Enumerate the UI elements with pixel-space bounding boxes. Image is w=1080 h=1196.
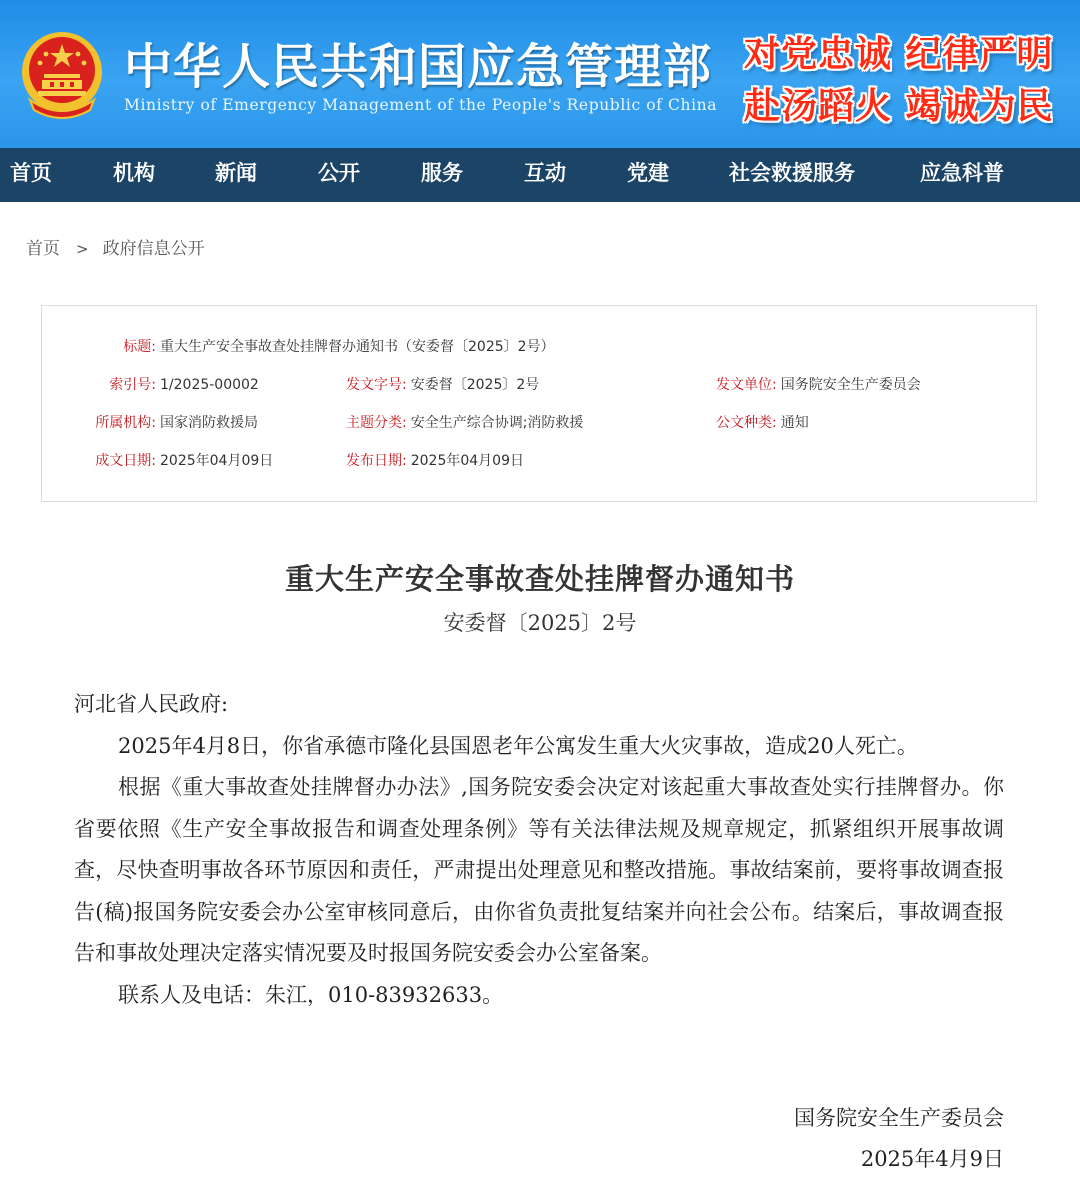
article-docno: 安委督〔2025〕2号 xyxy=(443,611,637,635)
signature-date: 2025年4月9日 xyxy=(860,1147,1004,1171)
nav-item-rescue[interactable]: 社会救援服务 xyxy=(729,161,855,185)
article-body xyxy=(74,684,1004,1016)
info-published-value: 2025年04月09日 xyxy=(410,453,524,469)
info-row-title xyxy=(42,336,1036,358)
article-title: 重大生产安全事故查处挂牌督办通知书 xyxy=(284,562,795,596)
info-issuer-label: 发文单位: xyxy=(716,377,777,393)
nav-item-org[interactable]: 机构 xyxy=(113,161,155,185)
breadcrumb xyxy=(26,234,205,259)
site-subtitle: Ministry of Emergency Management of the People's Republic of China xyxy=(124,96,718,114)
info-row-2 xyxy=(42,412,1036,434)
article-paragraph-3: 联系人及电话：朱江，010-83932633。 xyxy=(118,982,504,1007)
nav-item-party[interactable]: 党建 xyxy=(627,161,669,185)
nav-item-home[interactable]: 首页 xyxy=(10,161,52,185)
national-emblem-icon[interactable] xyxy=(20,30,104,120)
article-salutation: 河北省人民政府: xyxy=(74,692,229,716)
info-topic-value: 安全生产综合协调;消防救援 xyxy=(410,415,584,431)
info-published-label: 发布日期: xyxy=(346,453,407,469)
info-created-label: 成文日期: xyxy=(95,453,156,469)
article-paragraph-2: 根据《重大事故查处挂牌督办办法》,国务院安委会决定对该起重大事故查处实行挂牌督办。你省要依照《生产安全事故报告和调查处理条例》等有关法律法规及规章规定，抓紧组织开展事故调查，尽快查明事故各环节原因和责任，严肃提出处理意见和整改措施。事故结案前，要将事故调查报告(稿)报国务院安委会办公室审核同意后，由你省负责批复结案并向社会公布。结案后，事故调查报告和事故处理决定落实情况要及时报国务院安委会办公室备案。 xyxy=(74,775,1004,965)
nav-item-news[interactable]: 新闻 xyxy=(215,161,257,185)
slogan-line-1: 对党忠诚 纪律严明 xyxy=(744,33,1054,75)
site-title[interactable]: 中华人民共和国应急管理部 xyxy=(124,39,713,95)
nav-item-science[interactable]: 应急科普 xyxy=(920,161,1004,185)
info-issuer-value: 国务院安全生产委员会 xyxy=(780,377,921,393)
nav-item-interact[interactable]: 互动 xyxy=(524,161,566,185)
article-paragraph-1: 2025年4月8日，你省承德市隆化县国恩老年公寓发生重大火灾事故，造成20人死亡。 xyxy=(118,733,918,758)
info-org-value: 国家消防救援局 xyxy=(160,415,258,431)
breadcrumb-separator: > xyxy=(76,240,89,258)
info-title-value: 重大生产安全事故查处挂牌督办通知书（安委督〔2025〕2号） xyxy=(160,339,555,355)
info-docno-label: 发文字号: xyxy=(346,377,407,393)
info-row-3 xyxy=(42,450,1036,472)
info-type-value: 通知 xyxy=(780,415,809,431)
main-nav xyxy=(0,148,1080,202)
info-type-label: 公文种类: xyxy=(716,415,777,431)
breadcrumb-home[interactable]: 首页 xyxy=(26,239,60,259)
breadcrumb-current[interactable]: 政府信息公开 xyxy=(102,239,205,259)
document-info-box xyxy=(41,305,1037,502)
info-index-value: 1/2025-00002 xyxy=(160,377,259,393)
article-signature xyxy=(794,1098,1004,1180)
info-index-label: 索引号: xyxy=(109,377,156,393)
nav-item-public[interactable]: 公开 xyxy=(318,161,360,185)
info-topic-label: 主题分类: xyxy=(346,415,407,431)
info-org-label: 所属机构: xyxy=(95,415,156,431)
site-header xyxy=(0,0,1080,148)
info-row-1 xyxy=(42,374,1036,396)
nav-item-service[interactable]: 服务 xyxy=(421,161,463,185)
info-title-label: 标题: xyxy=(123,339,156,355)
slogan-line-2: 赴汤蹈火 竭诚为民 xyxy=(744,85,1054,127)
info-created-value: 2025年04月09日 xyxy=(160,453,274,469)
signature-org: 国务院安全生产委员会 xyxy=(794,1106,1004,1130)
info-docno-value: 安委督〔2025〕2号 xyxy=(410,377,540,393)
